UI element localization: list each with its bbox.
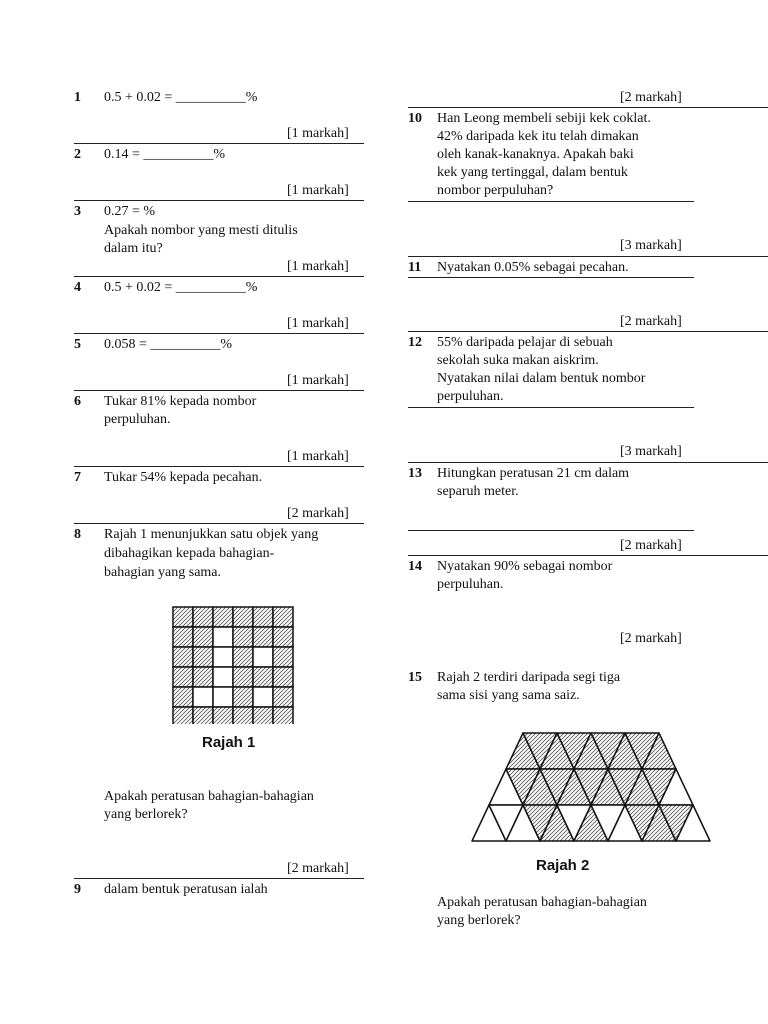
unshaded-cell — [213, 647, 233, 667]
divider — [74, 466, 364, 467]
shaded-cell — [253, 607, 273, 627]
shaded-cell — [213, 607, 233, 627]
shaded-cell — [273, 627, 293, 647]
shaded-cell — [253, 667, 273, 687]
shaded-cell — [233, 707, 253, 724]
q12-line2: sekolah suka makan aiskrim. — [437, 353, 599, 368]
shaded-cell — [233, 687, 253, 707]
q12-line4: perpuluhan. — [437, 389, 504, 404]
q6-line1: Tukar 81% kepada nombor — [104, 394, 257, 409]
shaded-cell — [253, 707, 273, 724]
divider — [74, 333, 364, 334]
shaded-cell — [273, 647, 293, 667]
q15-ask-line2: yang berlorek? — [437, 913, 521, 928]
divider — [408, 462, 768, 463]
figure-1-grid — [171, 606, 295, 724]
divider — [408, 331, 768, 332]
q15-line1: Rajah 2 terdiri daripada segi tiga — [437, 670, 621, 685]
shaded-cell — [193, 647, 213, 667]
shaded-cell — [173, 627, 193, 647]
shaded-cell — [173, 687, 193, 707]
q1-mark: [1 markah] — [287, 126, 349, 141]
shaded-cell — [233, 607, 253, 627]
q11-number: 11 — [408, 260, 422, 275]
q8-number: 8 — [74, 527, 81, 542]
q5-number: 5 — [74, 337, 81, 352]
q10-line3: oleh kanak-kanaknya. Apakah baki — [437, 147, 634, 162]
q5-text: 0.058 = __________% — [104, 337, 233, 352]
figure-2-triangles — [466, 731, 716, 845]
divider — [74, 523, 364, 524]
q6-number: 6 — [74, 394, 81, 409]
shaded-cell — [173, 647, 193, 667]
q8-ask-line1: Apakah peratusan bahagian-bahagian — [104, 789, 314, 804]
q3-line2: Apakah nombor yang mesti ditulis — [104, 223, 298, 238]
q3-line1: 0.27 = % — [104, 204, 156, 219]
q12-number: 12 — [408, 335, 422, 350]
q13-line1: Hitungkan peratusan 21 cm dalam — [437, 466, 630, 481]
q2-mark: [1 markah] — [287, 183, 349, 198]
q2-number: 2 — [74, 147, 81, 162]
q11-text: Nyatakan 0.05% sebagai pecahan. — [437, 260, 629, 275]
divider — [408, 277, 694, 278]
q15-line2: sama sisi yang sama saiz. — [437, 688, 580, 703]
shaded-cell — [273, 687, 293, 707]
q13-line2: separuh meter. — [437, 484, 519, 499]
unshaded-cell — [193, 687, 213, 707]
q13-mark: [2 markah] — [620, 538, 682, 553]
shaded-cell — [173, 707, 193, 724]
q7-text: Tukar 54% kepada pecahan. — [104, 470, 263, 485]
q10-number: 10 — [408, 111, 422, 126]
q4-text: 0.5 + 0.02 = __________% — [104, 280, 258, 295]
unshaded-cell — [213, 627, 233, 647]
q6-line2: perpuluhan. — [104, 412, 171, 427]
divider — [408, 407, 694, 408]
unshaded-cell — [253, 687, 273, 707]
divider — [408, 530, 694, 531]
q9-mark: [2 markah] — [620, 90, 682, 105]
q10-line4: kek yang tertinggal, dalam bentuk — [437, 165, 628, 180]
q7-number: 7 — [74, 470, 81, 485]
q10-line5: nombor perpuluhan? — [437, 183, 554, 198]
shaded-cell — [193, 627, 213, 647]
divider — [74, 143, 364, 144]
q9-number: 9 — [74, 882, 81, 897]
divider — [408, 256, 768, 257]
shaded-cell — [273, 707, 293, 724]
divider — [74, 390, 364, 391]
q15-number: 15 — [408, 670, 422, 685]
shaded-cell — [233, 627, 253, 647]
unshaded-cell — [253, 647, 273, 667]
shaded-cell — [273, 607, 293, 627]
q11-mark: [2 markah] — [620, 314, 682, 329]
q13-number: 13 — [408, 466, 422, 481]
divider — [408, 201, 694, 202]
q14-line1: Nyatakan 90% sebagai nombor — [437, 559, 613, 574]
shaded-cell — [173, 667, 193, 687]
figure-2-caption: Rajah 2 — [536, 857, 590, 874]
divider — [74, 878, 364, 879]
q1-text: 0.5 + 0.02 = __________% — [104, 90, 258, 105]
shaded-cell — [253, 627, 273, 647]
divider — [408, 555, 768, 556]
q2-text: 0.14 = __________% — [104, 147, 226, 162]
shaded-cell — [173, 607, 193, 627]
q10-line2: 42% daripada kek itu telah dimakan — [437, 129, 639, 144]
q12-line3: Nyatakan nilai dalam bentuk nombor — [437, 371, 646, 386]
q1-number: 1 — [74, 90, 81, 105]
q14-number: 14 — [408, 559, 422, 574]
q8-mark: [2 markah] — [287, 861, 349, 876]
divider — [74, 200, 364, 201]
q8-line2: dibahagikan kepada bahagian- — [104, 546, 275, 561]
q5-mark: [1 markah] — [287, 373, 349, 388]
shaded-cell — [213, 707, 233, 724]
q14-line2: perpuluhan. — [437, 577, 504, 592]
q12-mark: [3 markah] — [620, 444, 682, 459]
q8-ask-line2: yang berlorek? — [104, 807, 188, 822]
q6-mark: [1 markah] — [287, 449, 349, 464]
q3-number: 3 — [74, 204, 81, 219]
q4-number: 4 — [74, 280, 81, 295]
unshaded-cell — [213, 667, 233, 687]
shaded-cell — [193, 667, 213, 687]
shaded-cell — [273, 667, 293, 687]
q10-line1: Han Leong membeli sebiji kek coklat. — [437, 111, 651, 126]
shaded-cell — [233, 667, 253, 687]
q7-mark: [2 markah] — [287, 506, 349, 521]
q8-line1: Rajah 1 menunjukkan satu objek yang — [104, 527, 319, 542]
q9-text: dalam bentuk peratusan ialah — [104, 882, 268, 897]
q12-line1: 55% daripada pelajar di sebuah — [437, 335, 613, 350]
shaded-cell — [193, 607, 213, 627]
q15-ask-line1: Apakah peratusan bahagian-bahagian — [437, 895, 647, 910]
figure-1-caption: Rajah 1 — [202, 734, 256, 751]
q3-mark: [1 markah] — [287, 259, 349, 274]
q8-line3: bahagian yang sama. — [104, 565, 222, 580]
q3-line3: dalam itu? — [104, 241, 163, 256]
shaded-cell — [193, 707, 213, 724]
divider — [74, 276, 364, 277]
q10-mark: [3 markah] — [620, 238, 682, 253]
shaded-cell — [233, 647, 253, 667]
unshaded-cell — [213, 687, 233, 707]
q4-mark: [1 markah] — [287, 316, 349, 331]
divider — [408, 107, 768, 108]
q14-mark: [2 markah] — [620, 631, 682, 646]
